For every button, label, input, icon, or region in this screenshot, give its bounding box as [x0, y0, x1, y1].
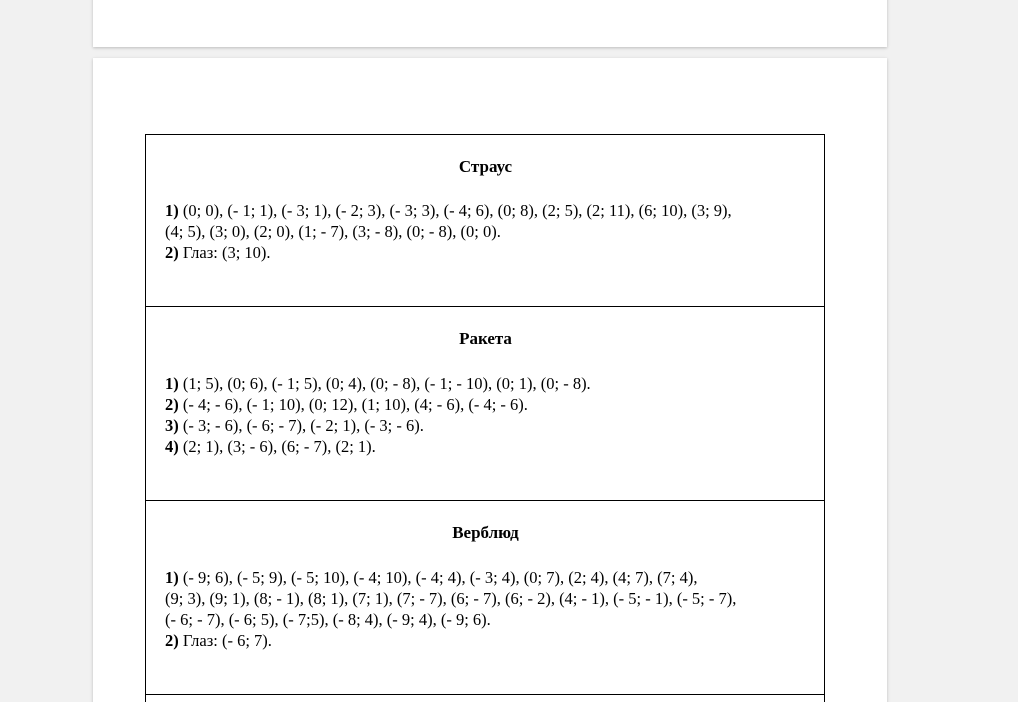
- coordinate-line: [165, 242, 806, 263]
- coordinate-line: [165, 567, 806, 588]
- coordinate-list: [165, 567, 806, 651]
- coordinate-line: [165, 415, 806, 436]
- step-number: 1): [165, 201, 179, 220]
- coordinate-line: [165, 436, 806, 457]
- coordinate-line: [165, 609, 806, 630]
- coordinate-line: [165, 200, 806, 221]
- coordinate-list: [165, 373, 806, 457]
- coordinate-text: (9; 3), (9; 1), (8; - 1), (8; 1), (7; 1), (7; - 7), (6; - 7), (6; - 2), (4; - 1), (- 5; - 1), (- 5; - 7),: [165, 589, 737, 608]
- section-title: Верблюд: [452, 523, 519, 542]
- table-row: [146, 307, 824, 501]
- coordinate-line: [165, 373, 806, 394]
- figures-table: [145, 134, 825, 702]
- coordinate-text: (2; 1), (3; - 6), (6; - 7), (2; 1).: [178, 437, 376, 456]
- coordinate-text: Глаз: (- 6; 7).: [178, 631, 272, 650]
- coordinate-list: [165, 200, 806, 263]
- coordinate-line: [165, 394, 806, 415]
- section-title: Ракета: [459, 329, 512, 348]
- coordinate-line: [165, 221, 806, 242]
- step-number: 2): [165, 631, 179, 650]
- coordinate-text: (- 3; - 6), (- 6; - 7), (- 2; 1), (- 3; - 6).: [178, 416, 424, 435]
- coordinate-text: (- 6; - 7), (- 6; 5), (- 7;5), (- 8; 4), (- 9; 4), (- 9; 6).: [165, 610, 491, 629]
- coordinate-line: [165, 630, 806, 651]
- coordinate-text: Глаз: (3; 10).: [178, 243, 271, 262]
- table-row: [146, 695, 824, 702]
- step-number: 3): [165, 416, 179, 435]
- step-number: 1): [165, 374, 179, 393]
- coordinate-line: [165, 588, 806, 609]
- coordinate-text: (- 4; - 6), (- 1; 10), (0; 12), (1; 10), (4; - 6), (- 4; - 6).: [178, 395, 528, 414]
- step-number: 4): [165, 437, 179, 456]
- previous-page: [93, 0, 887, 47]
- coordinate-text: (4; 5), (3; 0), (2; 0), (1; - 7), (3; - 8), (0; - 8), (0; 0).: [165, 222, 501, 241]
- step-number: 2): [165, 243, 179, 262]
- table-row: [146, 135, 824, 307]
- document-page: [93, 58, 887, 702]
- coordinate-text: (1; 5), (0; 6), (- 1; 5), (0; 4), (0; - 8), (- 1; - 10), (0; 1), (0; - 8).: [178, 374, 591, 393]
- section-title: Страус: [458, 157, 513, 176]
- coordinate-text: (0; 0), (- 1; 1), (- 3; 1), (- 2; 3), (- 3; 3), (- 4; 6), (0; 8), (2; 5), (2; 11), (6; 10), (3; 9),: [178, 201, 732, 220]
- table-row: [146, 501, 824, 695]
- coordinate-text: (- 9; 6), (- 5; 9), (- 5; 10), (- 4; 10), (- 4; 4), (- 3; 4), (0; 7), (2; 4), (4; 7), (7; 4),: [178, 568, 698, 587]
- step-number: 1): [165, 568, 179, 587]
- step-number: 2): [165, 395, 179, 414]
